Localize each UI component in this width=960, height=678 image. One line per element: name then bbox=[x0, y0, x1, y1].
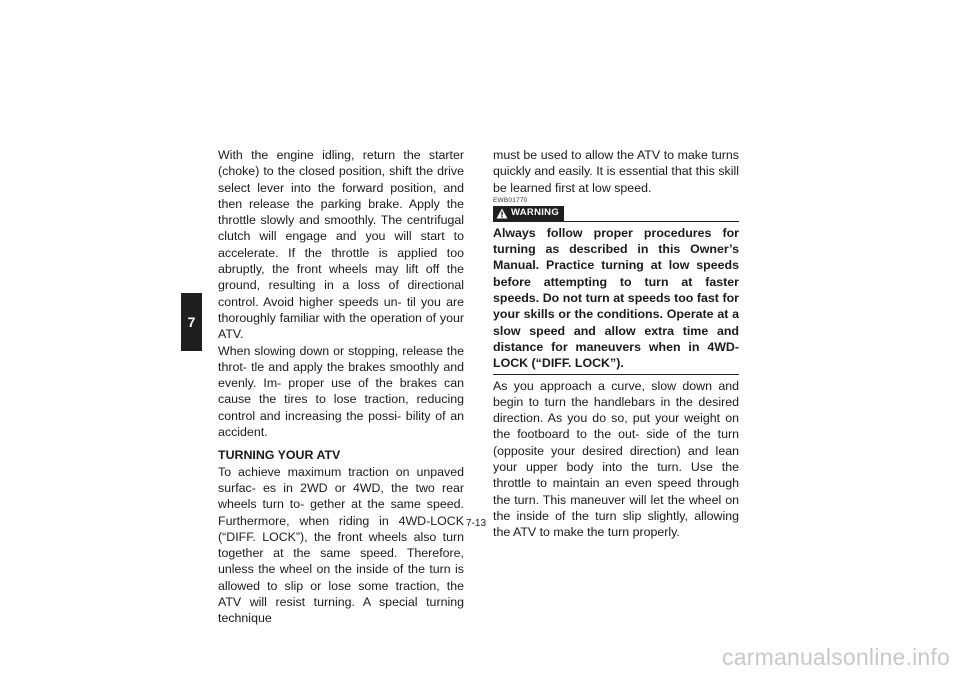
body-paragraph: must be used to allow the ATV to make turns quickly and easily. It is essential that this skill be learned first at low speed. bbox=[493, 148, 739, 195]
section-heading: TURNING YOUR ATV bbox=[218, 448, 341, 463]
warning-text: Always follow proper procedures for turning as described in this Owner’s Manual. Practice turning at low speeds before attempting to turn at faster speeds. Do not turn at speeds too fast for your skills or the conditions. Operate at a slow speed and allow extra time and distance for maneuvers when in 4WD-LOCK (“DIFF. LOCK”). bbox=[493, 225, 739, 371]
warning-triangle-icon bbox=[496, 208, 508, 219]
body-paragraph: To achieve maximum traction on unpaved surfac- es in 2WD or 4WD, the two rear wheels turn to- gether at the same speed. Furthermore, when riding in 4WD-LOCK (“DIFF. LOCK”), the front wheels also turn together at the same speed. Therefore, unless the wheel on the inside of the turn is allowed to slip or lose some traction, the ATV will resist turning. A special turning technique bbox=[218, 464, 464, 626]
body-paragraph: As you approach a curve, slow down and begin to turn the handlebars in the desired direction. As you do so, put your weight on the footboard to the out- side of the turn (opposite your desired direction) and lean your upper body into the turn. Use the throttle to maintain an even speed through the turn. This maneuver will let the wheel on the inside of the turn slip slightly, allowing the ATV to make the turn properly. bbox=[493, 378, 739, 540]
warning-badge bbox=[493, 206, 564, 221]
warning-divider bbox=[493, 374, 739, 375]
body-paragraph: When slowing down or stopping, release the throt- tle and apply the brakes smoothly and evenly. Im- proper use of the brakes can cause the tires to lose traction, reducing control and increasing the possi- bility of an accident. bbox=[218, 343, 464, 440]
page-number: 7-13 bbox=[466, 518, 487, 529]
right-column bbox=[493, 147, 739, 541]
warning-code: EWB01770 bbox=[493, 196, 528, 204]
warning-label: WARNING bbox=[511, 207, 560, 219]
chapter-tab: 7 bbox=[181, 293, 202, 351]
watermark: carmanualsonline.info bbox=[722, 644, 950, 670]
warning-header bbox=[493, 205, 739, 222]
body-paragraph: With the engine idling, return the starter (choke) to the closed position, shift the drive select lever into the forward position, and then release the parking brake. Apply the throttle slowly and smoothly. The centrifugal clutch will engage and you will start to accelerate. If the throttle is applied too abruptly, the front wheels may lift off the ground, resulting in a loss of directional control. Avoid higher speeds un- til you are thoroughly familiar with the operation of your ATV. bbox=[218, 148, 464, 342]
left-column bbox=[218, 147, 464, 627]
